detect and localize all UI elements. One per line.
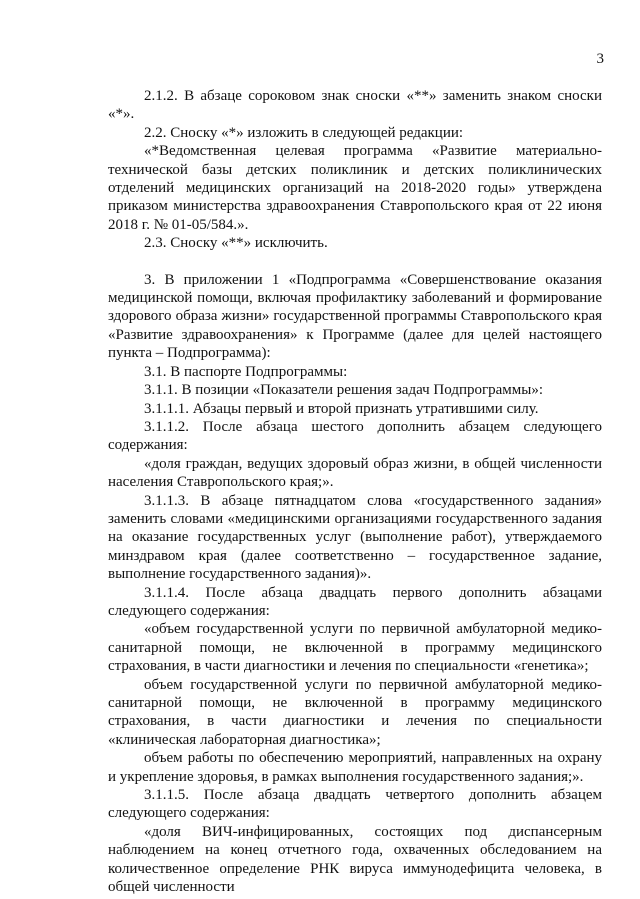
paragraph-2-3: 2.3. Сноску «**» исключить. (144, 235, 328, 252)
paragraph-2-2: 2.2. Сноску «*» изложить в следующей редакции: (144, 124, 464, 141)
paragraph-quote-healthy-lifestyle: «доля граждан, ведущих здоровый образ жизни, в общей численности населения Ставропольского края;». (108, 455, 602, 491)
paragraph-3-1-1-2: 3.1.1.2. После абзаца шестого дополнить абзацем следующего содержания: (108, 418, 602, 454)
paragraph-quote-genetics: «объем государственной услуги по первичной амбулаторной медико-санитарной помощи, не включенной в программу медицинского страхования, в части диагностики и лечения по специальности «генетика»; (108, 621, 602, 675)
paragraph-quote-health-protection: объем работы по обеспечению мероприятий, направленных на охрану и укрепление здоровья, в рамках выполнения государственного задания;». (108, 750, 602, 785)
document-body (108, 87, 602, 896)
paragraph-2-1-2: 2.1.2. В абзаце сороковом знак сноски «**» заменить знаком сноски «*». (108, 88, 602, 123)
paragraph-3-1: 3.1. В паспорте Подпрограммы: (144, 363, 348, 380)
paragraph-3-1-1: 3.1.1. В позиции «Показатели решения задач Подпрограммы»: (144, 382, 544, 399)
paragraph-3-1-1-4: 3.1.1.4. После абзаца двадцать первого дополнить абзацами следующего содержания: (108, 584, 602, 619)
paragraph-3-1-1-1: 3.1.1.1. Абзацы первый и второй признать утратившими силу. (144, 400, 539, 417)
paragraph-3: 3. В приложении 1 «Подпрограмма «Совершенствование оказания медицинской помощи, включая профилактику заболеваний и формирование здорового образа жизни» государственной программы Ставропольского края «Развитие здравоохранения» к Программе (далее для целей настоящего пункта – Подпрограмма): (108, 271, 602, 362)
paragraph-3-1-1-5: 3.1.1.5. После абзаца двадцать четвертого дополнить абзацем следующего содержания: (108, 787, 602, 822)
paragraph-quote-lab-diagnostics: объем государственной услуги по первичной амбулаторной медико-санитарной помощи, не включенной в программу медицинского страхования, в части диагностики и лечения по специальности «клиническая лабораторная диагностика»; (108, 676, 602, 748)
page-number: 3 (596, 51, 604, 67)
paragraph-footnote-text: «*Ведомственная целевая программа «Развитие материально-технической базы детских поликлиник и детских поликлинических отделений медицинских организаций на 2018-2020 годы» утверждена приказом министерства здравоохранения Ставропольского края от 22 июня 2018 г. № 01-05/584.». (108, 143, 602, 233)
paragraph-quote-hiv: «доля ВИЧ-инфицированных, состоящих под диспансерным наблюдением на конец отчетного года, охваченных обследованием на количественное определение РНК вируса иммунодефицита человека, в общей численности (108, 823, 602, 896)
paragraph-3-1-1-3: 3.1.1.3. В абзаце пятнадцатом слова «государственного задания» заменить словами «медицинскими организациями государственного задания на оказание государственных услуг (выполнение работ), утверждаемого минздравом края (далее соответственно – государственное задание, выполнение государственного задания)». (108, 492, 602, 583)
